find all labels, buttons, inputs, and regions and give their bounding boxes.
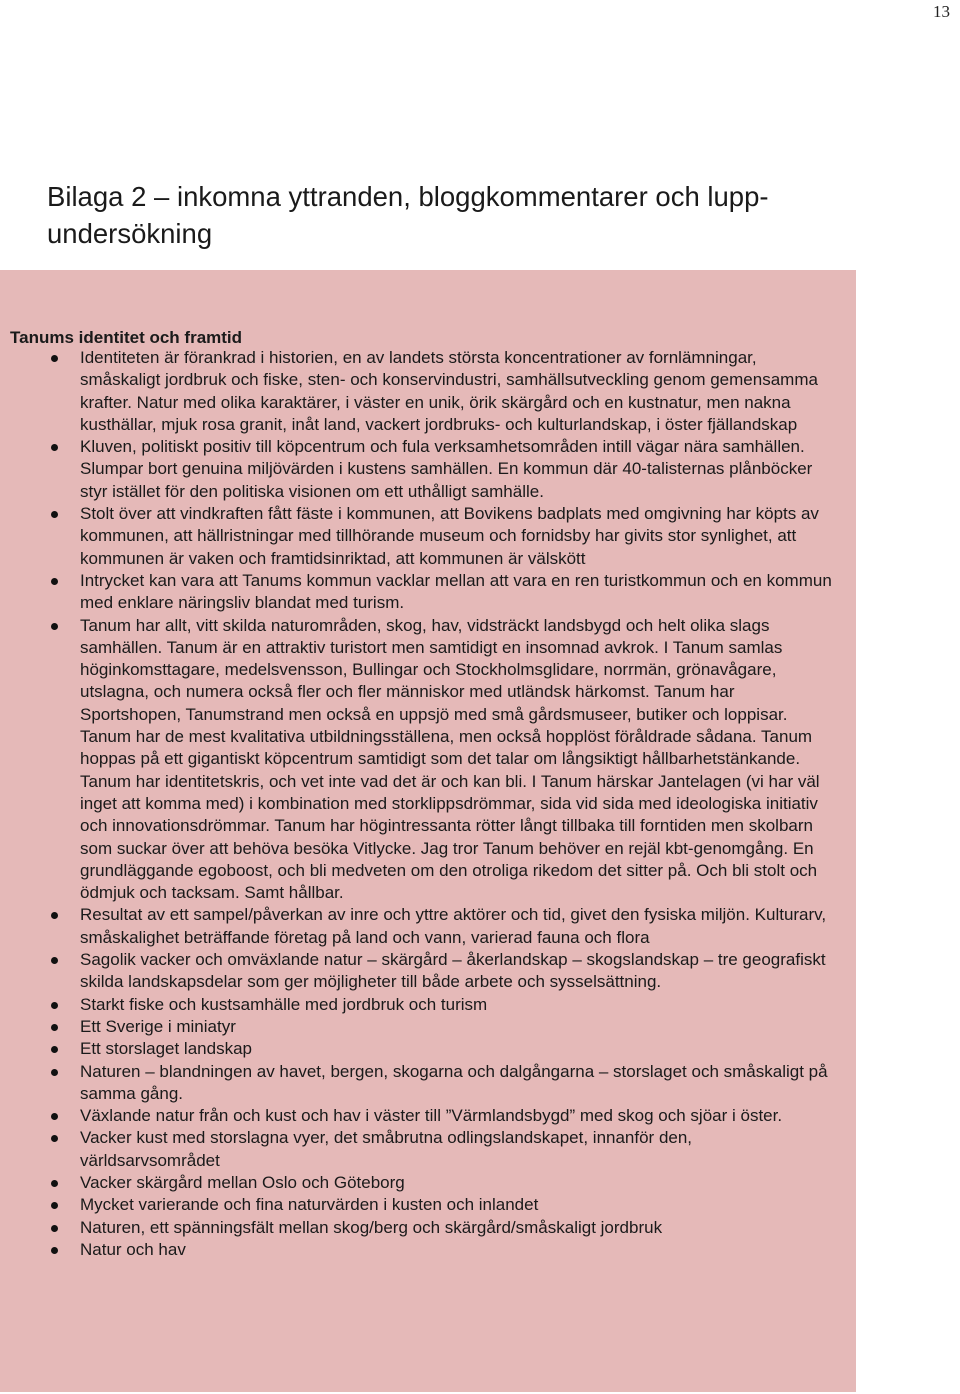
- list-item-text: Resultat av ett sampel/påverkan av inre och yttre aktörer och tid, givet den fysiska miljön. Kulturarv, småskalighet beträffande företag på land och vann, varierad fauna och flora: [80, 905, 827, 947]
- list-item: [0, 615, 856, 905]
- bullet-icon: [51, 1069, 58, 1076]
- list-item: [0, 1217, 856, 1239]
- bullet-icon: [51, 1247, 58, 1254]
- bullet-icon: [51, 957, 58, 964]
- page-number: 13: [933, 2, 950, 21]
- bullet-icon: [51, 623, 58, 630]
- list-item: [0, 503, 856, 570]
- list-item-text: Ett storslaget landskap: [80, 1039, 252, 1059]
- list-item-text: Identiteten är förankrad i historien, en av landets största koncentrationer av fornlämningar, småskaligt jordbruk och fiske, sten- och konservindustri, samhällsutveckling genom gemensamma krafter. Natur med olika karaktärer, i väster en unik, örik skärgård och en kustnatur, men nakna kusthällar, mjuk rosa granit, inåt land, vackert jordbruks- och kulturlandskap, i öster fjällandskap: [80, 348, 818, 434]
- list-item-text: Naturen – blandningen av havet, bergen, skogarna och dalgångarna – storslaget och småskaligt på samma gång.: [80, 1061, 828, 1103]
- list-item-text: Stolt över att vindkraften fått fäste i kommunen, att Bovikens badplats med omgivning har köpts av kommunen, att hällristningar med tillhörande museum och fornidsby har givits stor synlighet, att kommunen är vaken och framtidsinriktad, att kommunen är välskött: [80, 504, 819, 568]
- list-item-text: Tanum har allt, vitt skilda naturområden, skog, hav, vidsträckt landsbygd och helt olika slags samhällen. Tanum är en attraktiv turistort men samtidigt en insomnad avkrok. I Tanum samlas höginkomsttagare, medelsvensson, Bullingar och Stockholmsglidare, norrmän, grönavågare, utslagna, och numera också fler och fler människor med utländsk härkomst. Tanum har Sportshopen, Tanumstrand men också en uppsjö med små gårdsmuseer, butiker och loppisar. Tanum har de mest kvalitativa utbildningsställena, men också hopplöst föråldrade sådana. Tanum hoppas på ett gigantiskt köpcentrum samtidigt som det talar om långsiktigt hållbarhetstänkande. Tanum har identitetskris, och vet inte vad det är och kan bli. I Tanum härskar Jantelagen (vi har väl inget att komma med) i kombination med storklippsdrömmar, sida vid sida med ideologiska initiativ och innovationsdrömmar. Tanum har högintressanta rötter långt tillbaka till forntiden men skolbarn som suckar över att behöva besöka Vitlycke. Jag tror Tanum behöver en rejäl kbt-genomgång. En grundläggande egoboost, och bli medveten om den otroliga rikedom det sitter på. Och bli stolt och ödmjuk och tacksam. Samt hållbar.: [80, 615, 820, 903]
- list-item: [0, 904, 856, 949]
- list-item: [0, 1239, 856, 1261]
- list-item: [0, 1194, 856, 1216]
- list-item-text: Ett Sverige i miniatyr: [80, 1016, 236, 1036]
- list-item-text: Kluven, politiskt positiv till köpcentrum och fula verksamhetsområden intill vägar nära samhällen. Slumpar bort genuina miljövärden i kustens samhällen. En kommun där 40-talisternas plånböcker styr istället för den politiska visionen om ett uthålligt samhälle.: [80, 437, 813, 501]
- list-item-text: Vacker kust med storslagna vyer, det småbrutna odlingslandskapet, innanför den, världsarvsområdet: [80, 1128, 693, 1170]
- bullet-icon: [51, 1024, 58, 1031]
- list-item: [0, 1105, 856, 1127]
- list-item: [0, 1016, 856, 1038]
- list-item: [0, 347, 856, 436]
- list-item: [0, 1061, 856, 1106]
- list-item-text: Intrycket kan vara att Tanums kommun vacklar mellan att vara en ren turistkommun och en kommun med enklare näringsliv blandat med turism.: [80, 570, 832, 613]
- list-item-text: Mycket varierande och fina naturvärden i kusten och inlandet: [80, 1195, 539, 1215]
- list-item-text: Natur och hav: [80, 1239, 186, 1259]
- bullet-icon: [51, 1046, 58, 1053]
- bullet-icon: [51, 1135, 58, 1142]
- list-item: [0, 994, 856, 1016]
- bullet-icon: [51, 1180, 58, 1187]
- list-item-text: Sagolik vacker och omväxlande natur – skärgård – åkerlandskap – skogslandskap – tre geografiskt skilda landskapsdelar som ger möjligheter till både arbete och sysselsättning.: [80, 950, 826, 992]
- list-item: [0, 570, 856, 615]
- list-item: [0, 949, 856, 994]
- bullet-icon: [51, 912, 58, 919]
- list-item: [0, 1038, 856, 1060]
- bullet-icon: [51, 355, 58, 362]
- bullet-icon: [51, 1202, 58, 1209]
- list-item: [0, 1172, 856, 1194]
- comment-list: [0, 347, 856, 1261]
- list-item-text: Vacker skärgård mellan Oslo och Göteborg: [80, 1172, 405, 1192]
- bullet-icon: [51, 1225, 58, 1232]
- bullet-icon: [51, 1002, 58, 1009]
- list-item-text: Naturen, ett spänningsfält mellan skog/berg och skärgård/småskaligt jordbruk: [80, 1217, 663, 1237]
- bullet-icon: [51, 1113, 58, 1120]
- bullet-icon: [51, 578, 58, 585]
- list-item-text: Starkt fiske och kustsamhälle med jordbruk och turism: [80, 994, 488, 1014]
- list-item: [0, 436, 856, 503]
- bullet-icon: [51, 511, 58, 518]
- list-item: [0, 1127, 856, 1172]
- page-title: Bilaga 2 – inkomna yttranden, bloggkommentarer och lupp-undersökning: [47, 181, 769, 249]
- section-heading: Tanums identitet och framtid: [10, 328, 243, 347]
- list-item-text: Växlande natur från och kust och hav i väster till ”Värmlandsbygd” med skog och sjöar i öster.: [80, 1106, 783, 1126]
- bullet-icon: [51, 444, 58, 451]
